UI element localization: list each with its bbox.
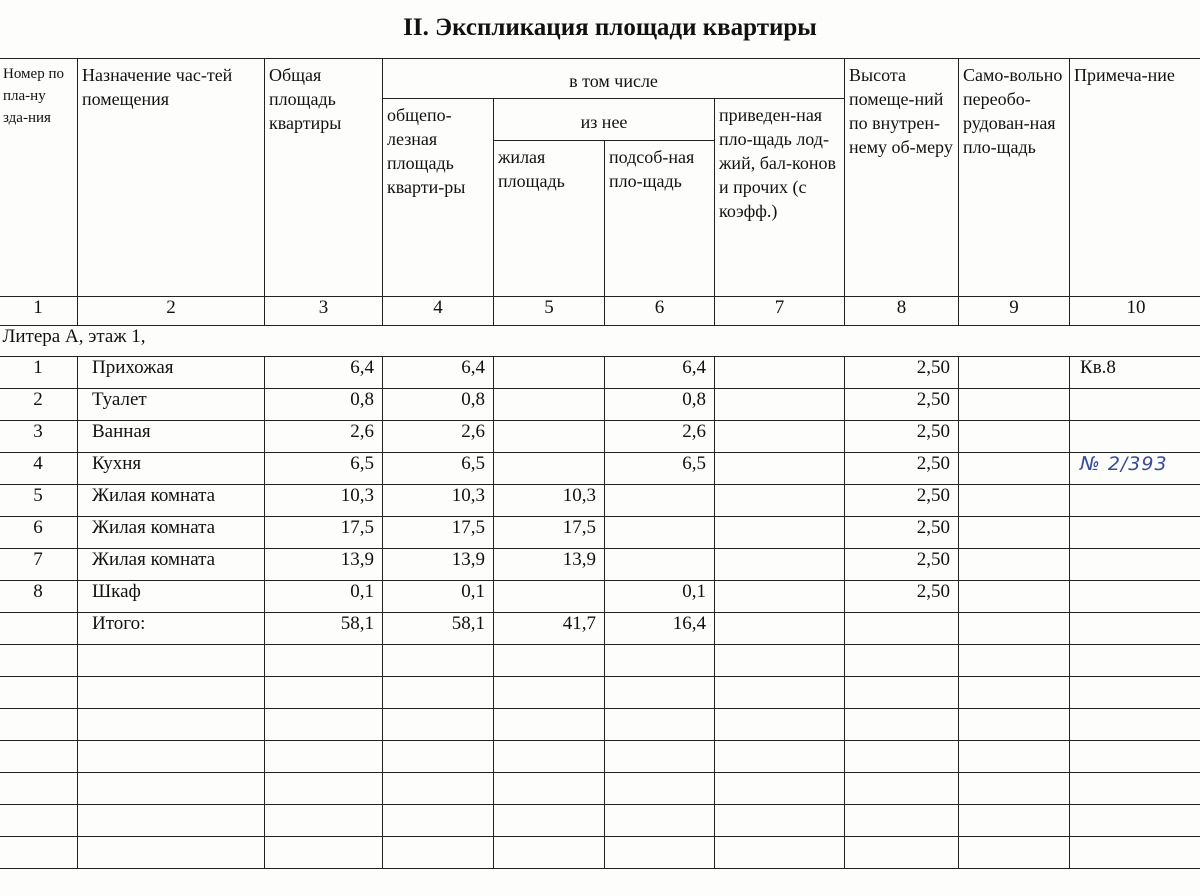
auxiliary-area-cell: 2,6	[605, 421, 715, 453]
living-area-cell: 17,5	[494, 517, 605, 549]
total-area-cell: 6,5	[265, 453, 383, 485]
header-reduced-area: приведен-ная пло-щадь лод-жий, бал-конов и прочих (с коэфф.)	[715, 99, 845, 297]
room-name: Прихожая	[78, 357, 265, 389]
useful-area-cell: 0,8	[383, 389, 494, 421]
header-total-area: Общая площадь квартиры	[265, 59, 383, 297]
table-row	[0, 421, 1200, 453]
room-number: 8	[0, 581, 78, 613]
empty-row	[0, 645, 1200, 677]
room-name: Жилая комната	[78, 517, 265, 549]
handwritten-note: № 2/393	[1070, 453, 1200, 485]
header-living-area: жилая площадь	[494, 141, 605, 297]
table-row	[0, 389, 1200, 421]
height-cell: 2,50	[845, 389, 959, 421]
total-row	[0, 613, 1200, 645]
reduced-area-cell	[715, 581, 845, 613]
column-number: 4	[383, 297, 494, 326]
empty-row	[0, 837, 1200, 869]
room-name: Ванная	[78, 421, 265, 453]
total-area-cell: 6,4	[265, 357, 383, 389]
auxiliary-area-cell: 6,4	[605, 357, 715, 389]
living-area-cell: 10,3	[494, 485, 605, 517]
self-area-cell	[959, 485, 1070, 517]
empty-row	[0, 773, 1200, 805]
reduced-area-cell	[715, 485, 845, 517]
note-cell	[1070, 485, 1200, 517]
room-name: Кухня	[78, 453, 265, 485]
table-row	[0, 357, 1200, 389]
note-cell	[1070, 581, 1200, 613]
height-cell: 2,50	[845, 581, 959, 613]
useful-area-sum: 58,1	[383, 613, 494, 645]
total-area-cell: 2,6	[265, 421, 383, 453]
living-area-sum: 41,7	[494, 613, 605, 645]
header-useful-area: общепо-лезная площадь кварти-ры	[383, 99, 494, 297]
note-cell	[1070, 549, 1200, 581]
header-self-reequipped-area: Само-вольно переобо-рудован-ная пло-щадь	[959, 59, 1070, 297]
room-number: 1	[0, 357, 78, 389]
height-cell: 2,50	[845, 453, 959, 485]
section-label: Литера А, этаж 1,	[0, 326, 1200, 357]
explication-table	[0, 58, 1200, 869]
living-area-cell	[494, 421, 605, 453]
header-including-group: в том числе	[383, 59, 845, 99]
useful-area-cell: 0,1	[383, 581, 494, 613]
auxiliary-area-cell	[605, 549, 715, 581]
height-cell: 2,50	[845, 421, 959, 453]
column-number: 5	[494, 297, 605, 326]
note-cell	[1070, 517, 1200, 549]
room-number: 2	[0, 389, 78, 421]
self-area-cell	[959, 581, 1070, 613]
total-area-cell: 13,9	[265, 549, 383, 581]
empty-row	[0, 677, 1200, 709]
table-row	[0, 453, 1200, 485]
useful-area-cell: 17,5	[383, 517, 494, 549]
useful-area-cell: 6,5	[383, 453, 494, 485]
living-area-cell: 13,9	[494, 549, 605, 581]
column-numbers-row	[0, 297, 1200, 326]
column-number: 8	[845, 297, 959, 326]
room-name: Шкаф	[78, 581, 265, 613]
height-cell: 2,50	[845, 357, 959, 389]
self-area-cell	[959, 389, 1070, 421]
useful-area-cell: 13,9	[383, 549, 494, 581]
column-number: 10	[1070, 297, 1200, 326]
total-area-cell: 17,5	[265, 517, 383, 549]
header-note: Примеча-ние	[1070, 59, 1200, 297]
living-area-cell	[494, 453, 605, 485]
room-name: Туалет	[78, 389, 265, 421]
useful-area-cell: 6,4	[383, 357, 494, 389]
total-area-cell: 0,8	[265, 389, 383, 421]
living-area-cell	[494, 389, 605, 421]
column-number: 3	[265, 297, 383, 326]
self-area-cell	[959, 549, 1070, 581]
empty-row	[0, 805, 1200, 837]
note-cell: Кв.8	[1070, 357, 1200, 389]
living-area-cell	[494, 357, 605, 389]
total-area-cell: 10,3	[265, 485, 383, 517]
self-area-cell	[959, 357, 1070, 389]
empty-row	[0, 709, 1200, 741]
self-area-cell	[959, 517, 1070, 549]
auxiliary-area-cell: 0,8	[605, 389, 715, 421]
header-room-purpose: Назначение час-тей помещения	[78, 59, 265, 297]
reduced-area-cell	[715, 389, 845, 421]
column-number: 6	[605, 297, 715, 326]
room-name: Жилая комната	[78, 549, 265, 581]
reduced-area-cell	[715, 549, 845, 581]
living-area-cell	[494, 581, 605, 613]
header-room-number: Номер по пла-ну зда-ния	[0, 59, 78, 297]
useful-area-cell: 2,6	[383, 421, 494, 453]
header-auxiliary-area: подсоб-ная пло-щадь	[605, 141, 715, 297]
column-number: 1	[0, 297, 78, 326]
table-row	[0, 485, 1200, 517]
room-number: 4	[0, 453, 78, 485]
document-title: II. Экспликация площади квартиры	[403, 14, 817, 41]
section-row	[0, 326, 1200, 357]
room-number: 6	[0, 517, 78, 549]
auxiliary-area-sum: 16,4	[605, 613, 715, 645]
column-number: 7	[715, 297, 845, 326]
note-cell	[1070, 389, 1200, 421]
total-area-sum: 58,1	[265, 613, 383, 645]
useful-area-cell: 10,3	[383, 485, 494, 517]
height-cell: 2,50	[845, 485, 959, 517]
header-height: Высота помеще-ний по внутрен-нему об-меру	[845, 59, 959, 297]
auxiliary-area-cell	[605, 517, 715, 549]
reduced-area-cell	[715, 517, 845, 549]
note-cell	[1070, 421, 1200, 453]
reduced-area-cell	[715, 453, 845, 485]
header-of-which-group: из нее	[494, 99, 715, 141]
room-number: 5	[0, 485, 78, 517]
column-number: 2	[78, 297, 265, 326]
table-row	[0, 549, 1200, 581]
auxiliary-area-cell	[605, 485, 715, 517]
table-row	[0, 517, 1200, 549]
total-label: Итого:	[78, 613, 265, 645]
table-row	[0, 581, 1200, 613]
column-number: 9	[959, 297, 1070, 326]
room-number: 7	[0, 549, 78, 581]
auxiliary-area-cell: 6,5	[605, 453, 715, 485]
reduced-area-cell	[715, 421, 845, 453]
height-cell: 2,50	[845, 517, 959, 549]
auxiliary-area-cell: 0,1	[605, 581, 715, 613]
empty-row	[0, 741, 1200, 773]
total-area-cell: 0,1	[265, 581, 383, 613]
room-name: Жилая комната	[78, 485, 265, 517]
room-number: 3	[0, 421, 78, 453]
height-cell: 2,50	[845, 549, 959, 581]
self-area-cell	[959, 421, 1070, 453]
self-area-cell	[959, 453, 1070, 485]
reduced-area-cell	[715, 357, 845, 389]
